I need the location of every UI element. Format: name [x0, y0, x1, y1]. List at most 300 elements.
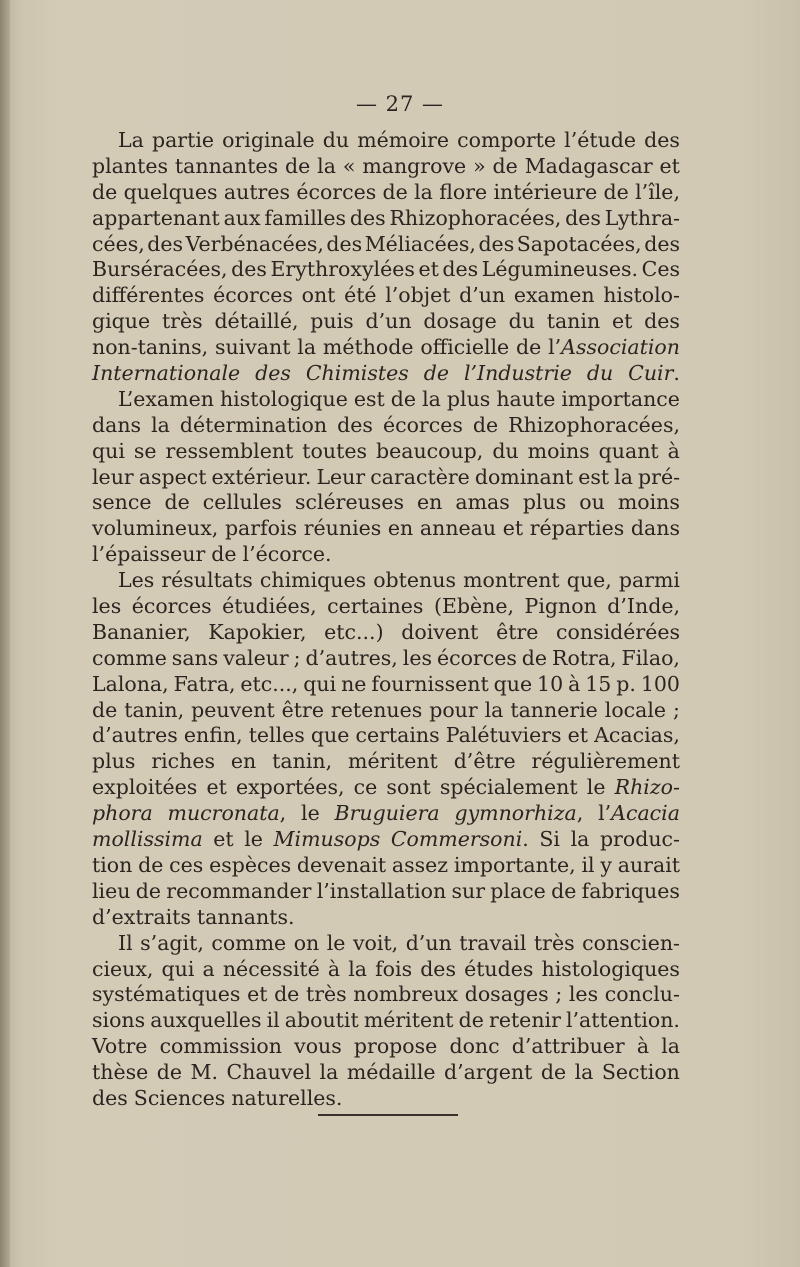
text-line: [92, 232, 680, 258]
word: régulièrement: [531, 749, 680, 774]
word: comme: [211, 930, 287, 955]
word: fabriques: [581, 878, 680, 903]
page-number: — 27 —: [355, 92, 445, 116]
word: chimiques: [259, 568, 367, 593]
text-line: [92, 439, 680, 465]
word: voit,: [352, 930, 399, 955]
word: tanin: [546, 309, 601, 334]
word: Internationale: [92, 361, 241, 386]
word: travail: [459, 930, 527, 955]
word: appartenant: [92, 205, 220, 230]
word: Il: [118, 930, 133, 955]
word: écorces: [131, 594, 212, 619]
word: produc-: [599, 827, 680, 852]
word: sions: [92, 1008, 146, 1033]
word: plus: [446, 386, 491, 411]
word: et: [502, 516, 524, 541]
word: en: [230, 749, 257, 774]
word: l’objet: [385, 283, 451, 308]
word: d’autres,: [305, 645, 398, 670]
word: retenues: [330, 697, 423, 722]
word: Mimusops: [273, 827, 381, 852]
word: de: [458, 1008, 484, 1033]
text-line: [92, 335, 680, 361]
word: tion: [92, 852, 133, 877]
word: leur: [92, 464, 134, 489]
word: qui: [161, 956, 195, 981]
word: Section: [601, 1060, 680, 1085]
word: commission: [159, 1034, 282, 1059]
word: d’autres: [92, 723, 178, 748]
word: dosage: [423, 309, 497, 334]
word: plantes: [92, 153, 168, 178]
word: sans: [171, 645, 219, 670]
word: la: [348, 956, 367, 981]
word: pour: [429, 697, 478, 722]
word: gymnorhiza,: [454, 801, 584, 826]
word: écorces: [382, 412, 463, 437]
word: Pignon: [524, 594, 597, 619]
word: suivant: [214, 335, 291, 360]
word: de: [423, 361, 449, 386]
text-line: [92, 853, 680, 879]
word: et: [213, 827, 234, 852]
word: Les: [118, 568, 155, 593]
word: de: [492, 153, 518, 178]
word: des: [420, 956, 456, 981]
word: obtenus: [373, 568, 456, 593]
word: le: [586, 775, 606, 800]
word: tannantes: [174, 153, 279, 178]
word: d’argent: [444, 1060, 533, 1085]
word: thèse: [92, 1060, 149, 1085]
word: »: [473, 153, 486, 178]
text-line: [92, 257, 680, 283]
word: l’attention.: [565, 1008, 680, 1033]
word: il: [266, 1008, 280, 1033]
word: vous: [294, 1034, 342, 1059]
word: dominant: [474, 464, 574, 489]
text-line: [92, 128, 680, 154]
word: de: [92, 697, 118, 722]
word: devenait: [296, 852, 387, 877]
word: aspect: [138, 464, 207, 489]
word: le: [326, 930, 346, 955]
word: extérieur.: [211, 464, 312, 489]
word: M.: [190, 1060, 218, 1085]
word: comme: [92, 645, 167, 670]
word: quelques: [123, 179, 218, 204]
word: moins: [527, 438, 590, 463]
word: aboutit: [284, 1008, 359, 1033]
word: exportées,: [235, 775, 345, 800]
word: qui: [92, 438, 125, 463]
word: et: [659, 153, 680, 178]
text-line: [92, 879, 680, 905]
word: de: [274, 982, 300, 1007]
word: sont: [386, 775, 431, 800]
word: les: [568, 982, 599, 1007]
word: Cuir.: [628, 361, 680, 386]
word: Acacias,: [594, 723, 680, 748]
word: de: [516, 335, 542, 360]
word: Verbénacées,: [185, 231, 324, 256]
word: 100: [640, 671, 680, 696]
text-line: [92, 180, 680, 206]
word: méthode: [322, 335, 414, 360]
word: Palétuviers: [445, 723, 562, 748]
word: des: [478, 231, 515, 256]
word: les: [402, 645, 432, 670]
word: différentes: [92, 283, 205, 308]
word: du: [586, 361, 614, 386]
word: s’agit,: [140, 930, 204, 955]
word: dans: [92, 412, 142, 437]
word: peuvent: [191, 697, 275, 722]
word: résultats: [161, 568, 253, 593]
word: très: [533, 930, 575, 955]
word: la: [414, 179, 433, 204]
word: a: [202, 956, 215, 981]
text-line: [92, 723, 680, 749]
word: nombreux: [353, 982, 459, 1007]
word: l’Acacia: [598, 801, 680, 826]
word: à: [568, 671, 581, 696]
word: Chauvel: [226, 1060, 312, 1085]
word: Ces: [641, 257, 680, 282]
word: l’épaisseur: [92, 542, 206, 567]
word: locale: [604, 697, 667, 722]
word: Sapotacées,: [516, 231, 642, 256]
word: d’Inde,: [607, 594, 680, 619]
word: ont: [301, 283, 336, 308]
word: (Ebène,: [433, 594, 515, 619]
word: doivent: [401, 619, 479, 644]
word: du: [508, 309, 535, 334]
word: la: [319, 1060, 339, 1085]
word: «: [342, 153, 356, 178]
word: histolo-: [603, 283, 680, 308]
word: en: [387, 516, 414, 541]
word: cieux,: [92, 956, 154, 981]
word: partie: [151, 128, 215, 152]
word: toutes: [302, 438, 367, 463]
word: en: [417, 490, 443, 515]
word: mangrove: [362, 153, 467, 178]
word: plus: [92, 749, 136, 774]
word: de: [135, 878, 161, 903]
word: détermination: [179, 412, 328, 437]
word: d’extraits: [92, 904, 191, 929]
text-line: [92, 957, 680, 983]
word: Rhizophoracées,: [508, 412, 680, 437]
word: ces: [169, 852, 204, 877]
word: d’attribuer: [511, 1034, 625, 1059]
word: systématiques: [92, 982, 241, 1007]
word: d’un: [459, 283, 506, 308]
word: l’Industrie: [463, 361, 572, 386]
text-line: [92, 465, 680, 491]
word: ;: [293, 645, 301, 670]
word: des: [644, 309, 680, 334]
word: Commersoni.: [390, 827, 529, 852]
word: telles: [248, 723, 305, 748]
word: l’écorce.: [242, 542, 332, 567]
text-line: [92, 749, 680, 775]
word: étudiées,: [222, 594, 317, 619]
word: certaines: [327, 594, 424, 619]
word: des: [147, 231, 184, 256]
word: ce: [353, 775, 378, 800]
word: sence: [92, 490, 152, 515]
word: moins: [617, 490, 680, 515]
word: et: [611, 309, 633, 334]
word: La: [118, 128, 144, 152]
word: gique: [92, 309, 151, 334]
word: importance: [561, 386, 680, 411]
word: de: [540, 1060, 567, 1085]
word: 15: [585, 671, 612, 696]
word: de: [92, 179, 118, 204]
text-line: [92, 490, 680, 516]
word: et: [567, 723, 589, 748]
word: des: [644, 128, 680, 152]
word: volumineux,: [92, 516, 219, 541]
word: comporte: [457, 128, 557, 152]
word: tanin,: [272, 749, 333, 774]
word: que: [493, 671, 533, 696]
word: on: [293, 930, 320, 955]
word: la: [484, 697, 504, 722]
word: de: [382, 179, 408, 204]
text-line: [92, 1034, 680, 1060]
word: puis: [310, 309, 354, 334]
text-line: [92, 982, 680, 1008]
word: conclu-: [604, 982, 680, 1007]
word: et: [247, 982, 268, 1007]
word: ressemblent: [165, 438, 294, 463]
word: Lythra-: [604, 205, 680, 230]
word: Filao,: [621, 645, 680, 670]
word: ne: [341, 671, 367, 696]
word: nécessité: [222, 956, 320, 981]
word: d’un: [405, 930, 452, 955]
text-line: [92, 698, 680, 724]
text-line: [92, 801, 680, 827]
word: tannants.: [196, 904, 295, 929]
word: du: [322, 128, 350, 152]
word: est: [353, 386, 385, 411]
word: médaille: [346, 1060, 436, 1085]
word: très: [161, 309, 203, 334]
text-line: [92, 620, 680, 646]
word: place: [490, 878, 546, 903]
word: Légumineuses.: [481, 257, 639, 282]
word: amas: [455, 490, 510, 515]
page-binding-edge: [0, 0, 10, 1267]
word: Bananier,: [92, 619, 191, 644]
word: Fatra,: [173, 671, 236, 696]
word: la: [317, 153, 336, 178]
word: été: [344, 283, 377, 308]
word: familles: [264, 205, 346, 230]
word: l’installation: [316, 878, 447, 903]
word: à: [636, 1034, 650, 1059]
word: que,: [566, 568, 612, 593]
text-line: [92, 775, 680, 801]
word: des: [231, 257, 267, 282]
word: spécialement: [439, 775, 578, 800]
word: mucronata,: [167, 801, 287, 826]
word: des: [337, 412, 373, 437]
word: Rhizophoracées,: [389, 205, 562, 230]
word: la: [614, 464, 633, 489]
word: la: [151, 412, 170, 437]
word: dans: [630, 516, 680, 541]
word: du: [492, 438, 519, 463]
word: la: [661, 1034, 680, 1059]
word: anneau: [419, 516, 497, 541]
body-text: [92, 128, 680, 1112]
word: etc...,: [240, 671, 299, 696]
word: valeur: [223, 645, 289, 670]
text-line: [92, 1086, 680, 1112]
word: examen: [513, 283, 595, 308]
word: histologique: [219, 386, 348, 411]
word: recommander: [166, 878, 312, 903]
word: L’examen: [118, 386, 214, 411]
word: aurait: [617, 852, 680, 877]
word: originale: [222, 128, 315, 152]
word: Bruguiera: [334, 801, 440, 826]
word: de: [521, 645, 548, 670]
word: montrent: [463, 568, 560, 593]
word: plus: [522, 490, 567, 515]
word: ou: [579, 490, 605, 515]
word: Méliacées,: [364, 231, 476, 256]
text-line: [92, 542, 680, 568]
word: écorces: [213, 283, 293, 308]
word: fois: [375, 956, 413, 981]
text-line: [92, 672, 680, 698]
word: flore: [439, 179, 488, 204]
word: des: [326, 231, 363, 256]
word: auxquelles: [150, 1008, 262, 1033]
word: écorces: [436, 645, 517, 670]
word: écorces: [296, 179, 377, 204]
word: Erythroxylées: [270, 257, 415, 282]
word: y: [600, 852, 612, 877]
word: intérieure: [493, 179, 598, 204]
word: Sciences: [133, 1085, 226, 1110]
word: des: [565, 205, 601, 230]
word: sur: [451, 878, 485, 903]
word: p.: [616, 671, 636, 696]
word: ;: [555, 982, 563, 1007]
word: retenir: [489, 1008, 561, 1033]
word: des: [349, 205, 386, 230]
word: pré-: [638, 464, 680, 489]
word: exploitées: [92, 775, 198, 800]
word: la: [570, 827, 590, 852]
word: de: [472, 412, 499, 437]
word: Leur: [316, 464, 366, 489]
word: de: [164, 490, 190, 515]
word: des: [644, 231, 680, 256]
word: et: [418, 257, 439, 282]
word: quant: [598, 438, 659, 463]
word: d’être: [453, 749, 516, 774]
word: 10: [537, 671, 564, 696]
word: riches: [151, 749, 216, 774]
word: qui: [303, 671, 337, 696]
word: détaillé,: [214, 309, 299, 334]
text-line: [92, 646, 680, 672]
word: parfois: [224, 516, 298, 541]
word: beaucoup,: [375, 438, 484, 463]
text-line: [92, 827, 680, 853]
word: méritent: [363, 1008, 454, 1033]
word: de: [211, 542, 237, 567]
word: Burséracées,: [92, 257, 228, 282]
word: d’un: [365, 309, 412, 334]
word: enfin,: [183, 723, 243, 748]
text-line: [92, 413, 680, 439]
word: propose: [353, 1034, 438, 1059]
text-line: [92, 309, 680, 335]
word: à: [327, 956, 341, 981]
word: des: [92, 1085, 128, 1110]
word: fournissent: [371, 671, 489, 696]
text-line: [92, 931, 680, 957]
word: phora: [92, 801, 153, 826]
text-line: [92, 387, 680, 413]
word: le: [301, 801, 320, 826]
word: études: [464, 956, 534, 981]
text-line: [92, 516, 680, 542]
word: officielle: [420, 335, 510, 360]
word: considérées: [556, 619, 680, 644]
word: l’étude: [564, 128, 637, 152]
word: cellules: [202, 490, 282, 515]
word: réparties: [529, 516, 625, 541]
word: tannerie: [510, 697, 598, 722]
word: de: [390, 386, 417, 411]
word: Chimistes: [305, 361, 409, 386]
word: tanin,: [124, 697, 185, 722]
word: donc: [449, 1034, 500, 1059]
word: de: [138, 852, 164, 877]
word: histologiques: [541, 956, 680, 981]
word: est: [578, 464, 610, 489]
word: conscien-: [582, 930, 680, 955]
word: les: [92, 594, 122, 619]
word: ;: [673, 697, 680, 722]
word: espèces: [209, 852, 292, 877]
word: de: [285, 153, 311, 178]
text-line: [92, 361, 680, 387]
word: certains: [355, 723, 440, 748]
word: non-tanins,: [92, 335, 209, 360]
word: être: [496, 619, 539, 644]
word: mémoire: [357, 128, 450, 152]
word: caractère: [370, 464, 470, 489]
word: etc...): [324, 619, 384, 644]
word: et: [206, 775, 227, 800]
word: l’île,: [635, 179, 680, 204]
word: de: [603, 179, 629, 204]
word: scléreuses: [294, 490, 404, 515]
